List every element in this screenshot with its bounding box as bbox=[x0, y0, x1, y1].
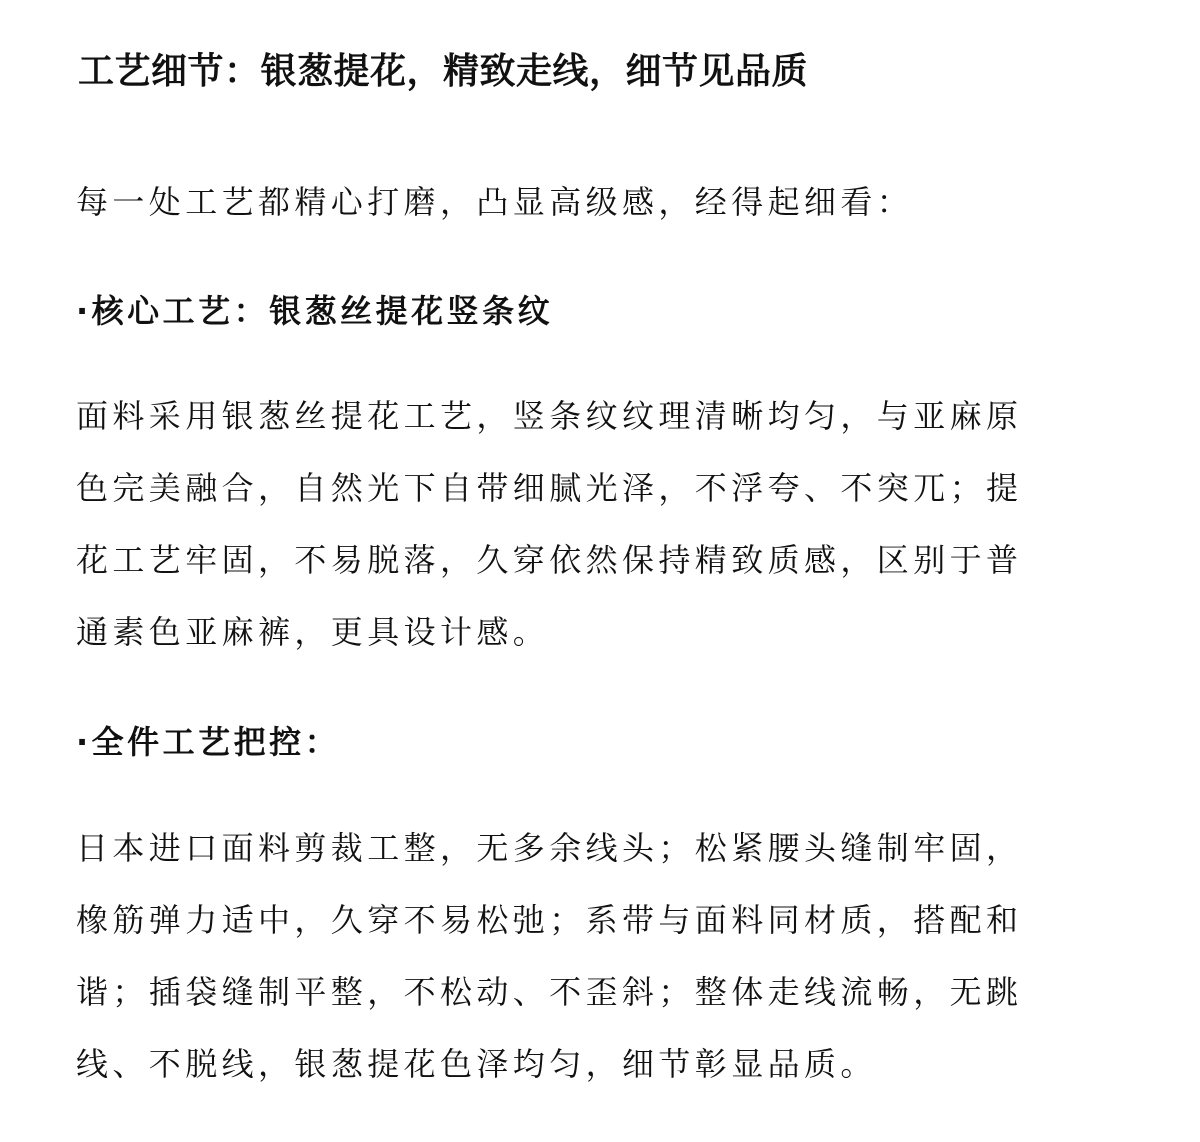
paragraph-line: 谐；插袋缝制平整，不松动、不歪斜；整体走线流畅，无跳 bbox=[76, 973, 1023, 1011]
paragraph-line: 橡筋弹力适中，久穿不易松弛；系带与面料同材质，搭配和 bbox=[76, 901, 1023, 939]
paragraph-line: 花工艺牢固，不易脱落，久穿依然保持精致质感，区别于普 bbox=[76, 541, 1023, 579]
paragraph-line: 色完美融合，自然光下自带细腻光泽，不浮夸、不突兀；提 bbox=[76, 469, 1023, 507]
paragraph-line: 面料采用银葱丝提花工艺，竖条纹纹理清晰均匀，与亚麻原 bbox=[76, 397, 1023, 435]
page-title: 工艺细节：银葱提花，精致走线，细节见品质 bbox=[78, 51, 809, 92]
paragraph-line: 线、不脱线，银葱提花色泽均匀，细节彰显品质。 bbox=[76, 1045, 877, 1083]
core-craft-paragraph bbox=[76, 390, 1126, 678]
paragraph-line: 通素色亚麻裤，更具设计感。 bbox=[76, 613, 550, 651]
intro-text: 每一处工艺都精心打磨，凸显高级感，经得起细看： bbox=[76, 183, 914, 221]
full-craft-paragraph bbox=[76, 822, 1126, 1110]
section-heading-full-craft-control: ·全件工艺把控： bbox=[76, 723, 341, 761]
section-heading-core-craft: ·核心工艺：银葱丝提花竖条纹 bbox=[76, 292, 554, 330]
paragraph-line: 日本进口面料剪裁工整，无多余线头；松紧腰头缝制牢固， bbox=[76, 829, 1023, 867]
